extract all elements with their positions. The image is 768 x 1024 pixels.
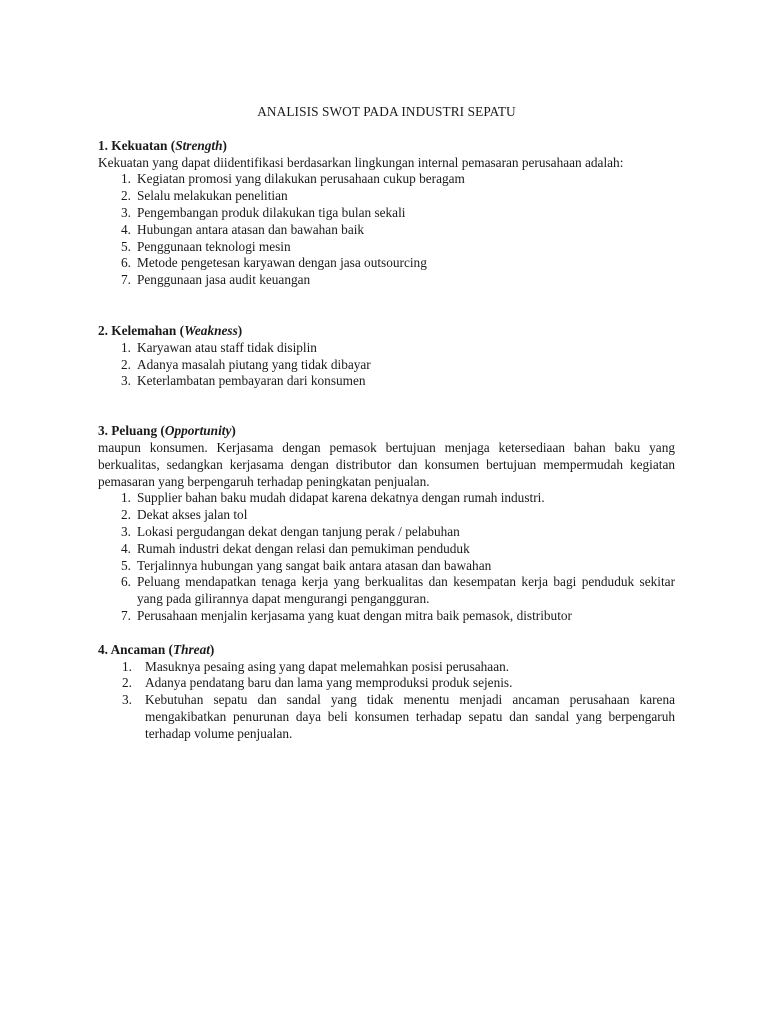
- section-heading-opportunity: 3. Peluang (Opportunity): [98, 423, 236, 439]
- list-item: 4. Rumah industri dekat dengan relasi dan pemukiman penduduk: [121, 540, 470, 556]
- list-item: 2. Dekat akses jalan tol: [121, 507, 248, 523]
- weakness-list: [98, 340, 675, 390]
- spacer: [98, 289, 675, 323]
- list-item: 3. Lokasi pergudangan dekat dengan tanjung perak / pelabuhan: [121, 523, 460, 539]
- strength-list: [98, 171, 675, 289]
- list-item: 7. Penggunaan jasa audit keuangan: [121, 272, 311, 288]
- list-item: 3. Kebutuhan sepatu dan sandal yang tidak menentu menjadi ancaman perusahaan karena mengakibatkan penurunan daya beli konsumen terhadap sepatu dan sandal yang berpengaruh terhadap volume penjualan.: [122, 692, 675, 741]
- document-title: ANALISIS SWOT PADA INDUSTRI SEPATU: [257, 104, 516, 119]
- list-item: 3. Pengembangan produk dilakukan tiga bulan sekali: [121, 204, 406, 220]
- list-item: 2. Adanya pendatang baru dan lama yang memproduksi produk sejenis.: [122, 675, 513, 691]
- section-intro-opportunity: maupun konsumen. Kerjasama dengan pemasok bertujuan menjaga ketersediaan bahan baku yang berkualitas, sedangkan kerjasama dengan distributor dan konsumen bertujuan mempermudah kegiatan pemasaran yang berpengaruh terhadap peningkatan penjualan.: [98, 439, 675, 489]
- list-item: 1. Kegiatan promosi yang dilakukan perusahaan cukup beragam: [121, 171, 465, 187]
- section-opportunity: [98, 423, 675, 625]
- list-item: 4. Hubungan antara atasan dan bawahan baik: [121, 221, 365, 237]
- list-item: 3. Keterlambatan pembayaran dari konsumen: [121, 373, 366, 389]
- spacer: [98, 390, 675, 423]
- section-heading-threat: 4. Ancaman (Threat): [98, 641, 215, 657]
- opportunity-list: [98, 490, 675, 624]
- threat-list: [98, 659, 675, 743]
- list-item: 6. Peluang mendapatkan tenaga kerja yang berkualitas dan kesempatan kerja bagi penduduk sekitar yang pada gilirannya dapat mengurangi pengangguran.: [121, 574, 675, 607]
- section-threat: [98, 642, 675, 743]
- list-item: 2. Adanya masalah piutang yang tidak dibayar: [121, 356, 371, 372]
- document-page: [98, 104, 675, 743]
- section-heading-strength: 1. Kekuatan (Strength): [98, 137, 227, 153]
- section-weakness: [98, 323, 675, 390]
- list-item: 1. Karyawan atau staff tidak disiplin: [121, 339, 317, 355]
- section-intro-strength: Kekuatan yang dapat diidentifikasi berdasarkan lingkungan internal pemasaran perusahaan adalah:: [98, 154, 624, 170]
- section-strength: [98, 138, 675, 289]
- list-item: 5. Terjalinnya hubungan yang sangat baik antara atasan dan bawahan: [121, 557, 492, 573]
- list-item: 6. Metode pengetesan karyawan dengan jasa outsourcing: [121, 255, 427, 271]
- list-item: 5. Penggunaan teknologi mesin: [121, 238, 291, 254]
- list-item: 2. Selalu melakukan penelitian: [121, 188, 288, 204]
- list-item: 1. Masuknya pesaing asing yang dapat melemahkan posisi perusahaan.: [122, 658, 510, 674]
- list-item: 1. Supplier bahan baku mudah didapat karena dekatnya dengan rumah industri.: [121, 490, 545, 506]
- spacer: [98, 625, 675, 642]
- section-heading-weakness: 2. Kelemahan (Weakness): [98, 322, 243, 338]
- list-item: 7. Perusahaan menjalin kerjasama yang kuat dengan mitra baik pemasok, distributor: [121, 607, 572, 623]
